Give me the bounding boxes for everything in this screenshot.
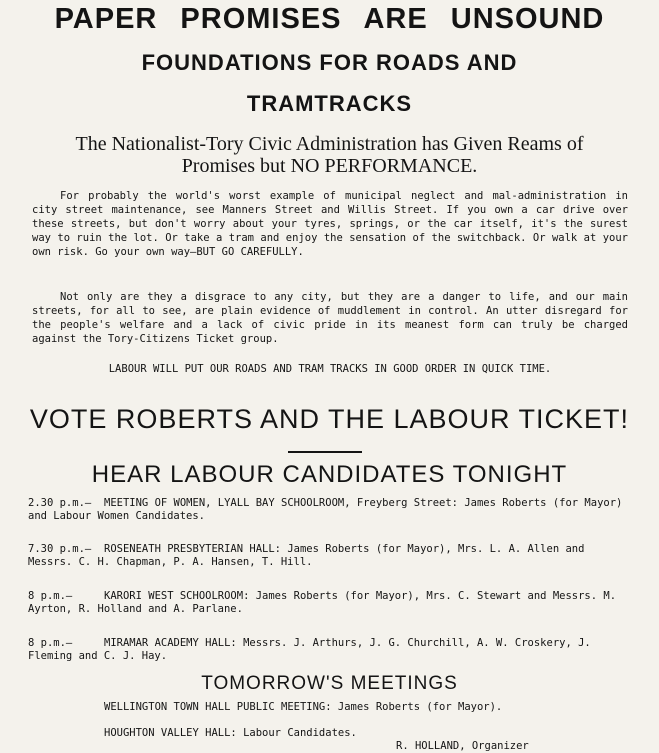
tonight-heading: HEAR LABOUR CANDIDATES TONIGHT bbox=[91, 461, 568, 488]
tomorrow-heading: TOMORROW'S MEETINGS bbox=[201, 673, 458, 694]
body-paragraph-2: Not only are they a disgrace to any city, but they are a danger to life, and our main streets, for all to see, are plain evidence of muddlement in control. An utter disregard for the people's welfare and a lack of civic pride in its meanest form can truly be charged against the Tory-Citizens Ticket group. bbox=[32, 291, 628, 345]
deck-line-1: The Nationalist-Tory Civic Administration has Given Reams of bbox=[75, 133, 584, 155]
body-paragraph-1: For probably the world's worst example of municipal neglect and mal-administration in city street maintenance, see Manners Street and Willis Street. If you own a car drive over these streets, but don't worry about your tyres, springs, or the car itself, it's the surest way to ruin the lot. Or take a tram and enjoy the sensation of the switchback. Or walk at your own risk. Go your own way—BUT GO CAREFULLY. bbox=[32, 190, 628, 258]
subheadline-line-2: TRAMTRACKS bbox=[246, 91, 413, 116]
meeting-details: ROSENEATH PRESBYTERIAN HALL: James Roberts (for Mayor), Mrs. L. A. Allen and Messrs. C. H. Chapman, P. A. Hansen, T. Hill. bbox=[28, 543, 585, 568]
subheadline-line-1: FOUNDATIONS FOR ROADS AND bbox=[141, 50, 518, 75]
meeting-time: 7.30 p.m.— bbox=[28, 543, 92, 555]
body-paragraph-3: LABOUR WILL PUT OUR ROADS AND TRAM TRACKS IN GOOD ORDER IN QUICK TIME. bbox=[108, 363, 552, 375]
vote-slogan: VOTE ROBERTS AND THE LABOUR TICKET! bbox=[29, 404, 630, 434]
meeting-time: 2.30 p.m.— bbox=[28, 497, 92, 509]
meeting-item bbox=[28, 590, 628, 616]
meeting-details: KARORI WEST SCHOOLROOM: James Roberts (for Mayor), Mrs. C. Stewart and Messrs. M. Ayrton, R. Holland and A. Parlane. bbox=[28, 590, 617, 615]
main-headline: PAPER PROMISES ARE UNSOUND bbox=[54, 3, 605, 35]
tomorrow-meeting-1: WELLINGTON TOWN HALL PUBLIC MEETING: James Roberts (for Mayor). bbox=[104, 701, 503, 713]
meeting-item bbox=[28, 637, 628, 663]
meeting-details: MIRAMAR ACADEMY HALL: Messrs. J. Arthurs, J. G. Churchill, A. W. Croskery, J. Fleming and C. J. Hay. bbox=[28, 637, 591, 662]
meeting-item bbox=[28, 543, 628, 569]
organizer-signature: R. HOLLAND, Organizer bbox=[396, 740, 529, 752]
meeting-time: 8 p.m.— bbox=[28, 590, 73, 602]
divider-rule bbox=[288, 451, 362, 453]
meeting-details: MEETING OF WOMEN, LYALL BAY SCHOOLROOM, Freyberg Street: James Roberts (for Mayor) and Labour Women Candidates. bbox=[28, 497, 623, 522]
meeting-time: 8 p.m.— bbox=[28, 637, 73, 649]
tomorrow-meeting-2: HOUGHTON VALLEY HALL: Labour Candidates. bbox=[104, 727, 357, 739]
deck-line-2: Promises but NO PERFORMANCE. bbox=[181, 155, 478, 177]
meeting-item bbox=[28, 497, 628, 523]
